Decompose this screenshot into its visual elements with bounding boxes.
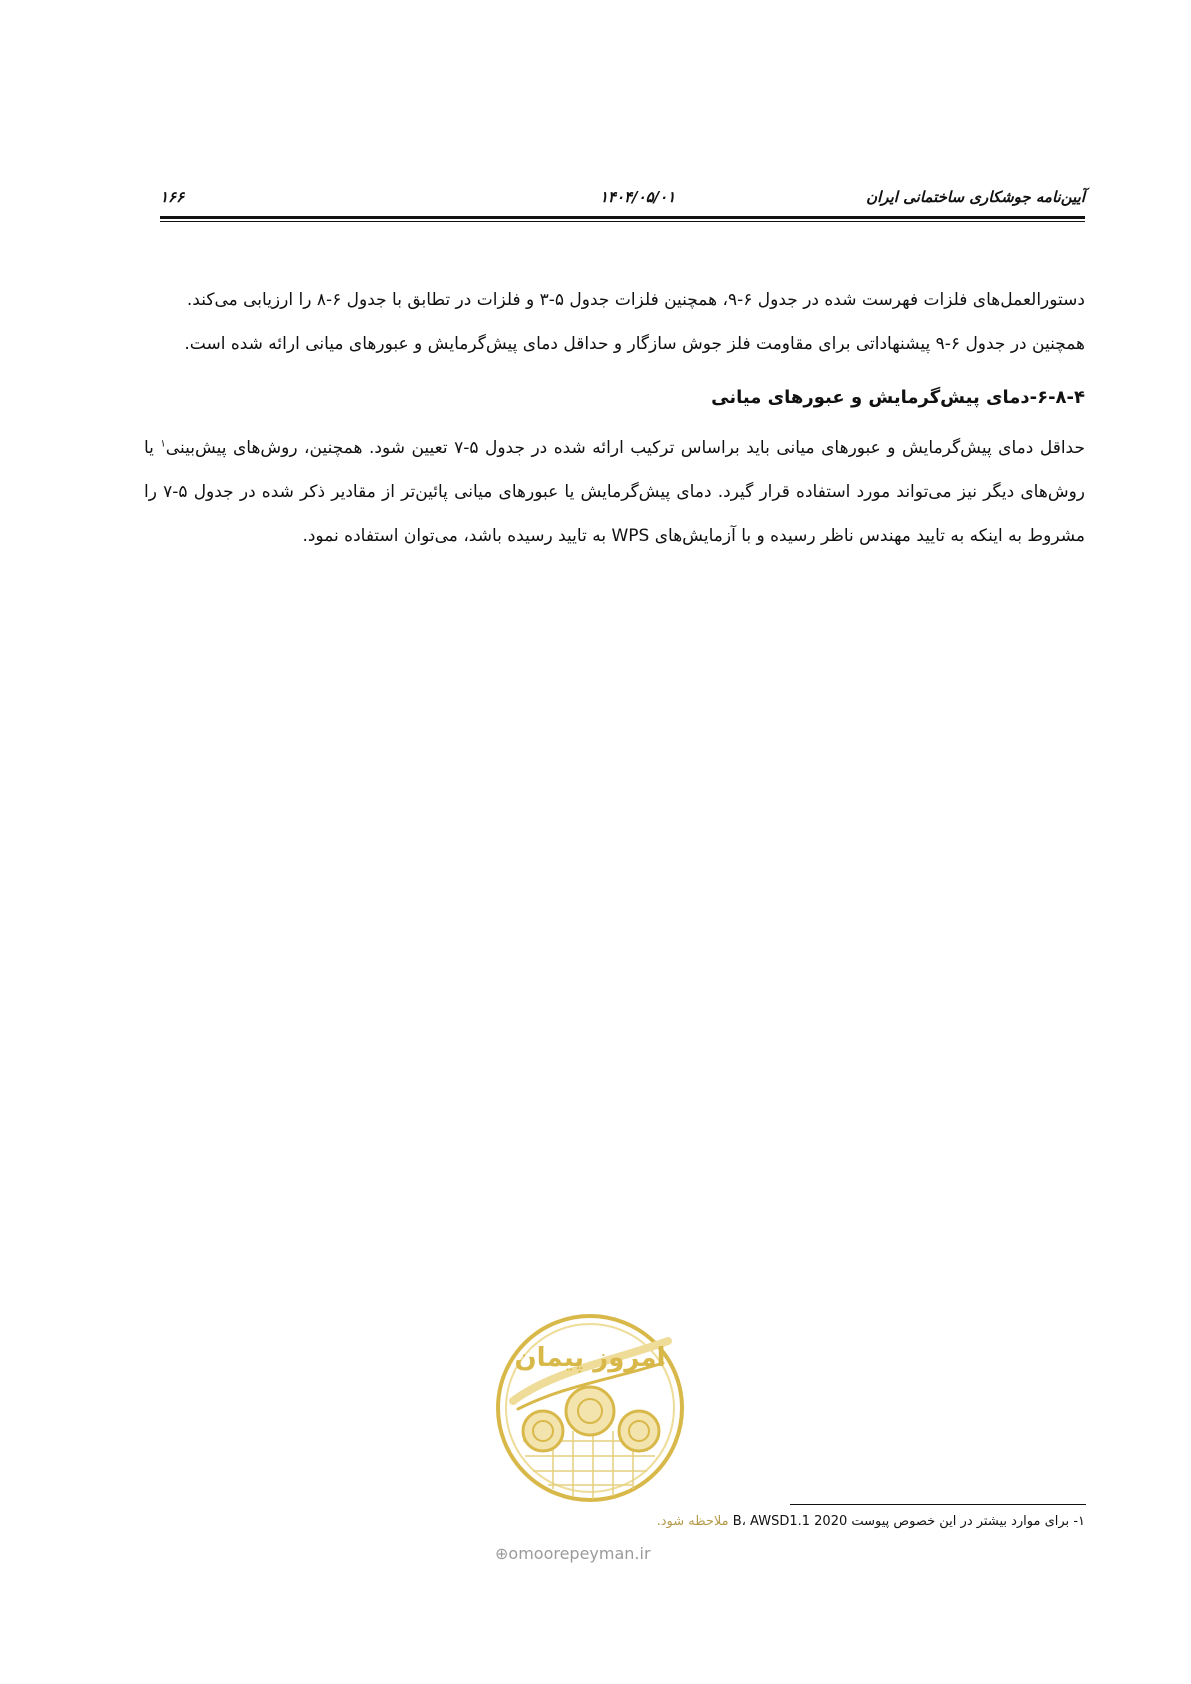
paragraph-3-part-1: حداقل دمای پیش‌گرمایش و عبورهای میانی باید براساس ترکیب ارائه شده در جدول ۵-۷ تعیین شود. همچنین، روش‌های پیش‌بینی	[165, 438, 1085, 458]
header-date: ۱۴۰۴/۰۵/۰۱	[599, 188, 676, 206]
paragraph-3-part-2: یا روش‌های دیگر نیز می‌تواند مورد استفاده قرار گیرد. دمای پیش‌گرمایش یا عبورهای میانی پائین‌تر از مقادیر ذکر شده در جدول ۵-۷ را مشروط به اینکه به تایید مهندس ناظر رسیده و با آزمایش‌های WPS به تایید رسیده باشد، می‌توان استفاده نمود.	[144, 438, 1086, 546]
body-content	[144, 278, 1085, 558]
logo-text: امروز پیمان	[514, 1343, 666, 1373]
footnote-marker[interactable]: ۱	[160, 438, 166, 450]
watermark	[495, 1544, 651, 1563]
paragraph-2: همچنین در جدول ۶-۹ پیشنهاداتی برای مقاومت فلز جوش سازگار و حداقل دمای پیش‌گرمایش و عبورهای میانی ارائه شده است.	[184, 334, 1085, 354]
footnote	[657, 1514, 1085, 1529]
footnote-text: ۱- برای موارد بیشتر در این خصوص پیوست B، AWSD1.1 2020	[732, 1514, 1085, 1529]
header-rule-thin	[160, 221, 1085, 222]
globe-icon: ⊕	[495, 1544, 509, 1563]
footnote-rule	[790, 1504, 1086, 1505]
page-number: ۱۶۶	[160, 188, 185, 206]
header-rule	[160, 216, 1085, 219]
paragraph-1: دستورالعمل‌های فلزات فهرست شده در جدول ۶-۹، همچنین فلزات جدول ۵-۳ و فلزات در تطابق با جدول ۶-۸ را ارزیابی می‌کند.	[186, 290, 1085, 310]
seal-icon	[493, 1311, 687, 1505]
header-title: آیین‌نامه جوشکاری ساختمانی ایران	[866, 188, 1085, 206]
publisher-seal-logo	[493, 1311, 687, 1505]
paragraph-3	[144, 426, 1085, 558]
section-heading: ۶-۸-۴-دمای پیش‌گرمایش و عبورهای میانی	[711, 387, 1085, 408]
watermark-text: omoorepeyman.ir	[508, 1544, 651, 1563]
footnote-faded-text: ملاحظه شود.	[656, 1514, 729, 1529]
page-header	[160, 188, 1085, 218]
